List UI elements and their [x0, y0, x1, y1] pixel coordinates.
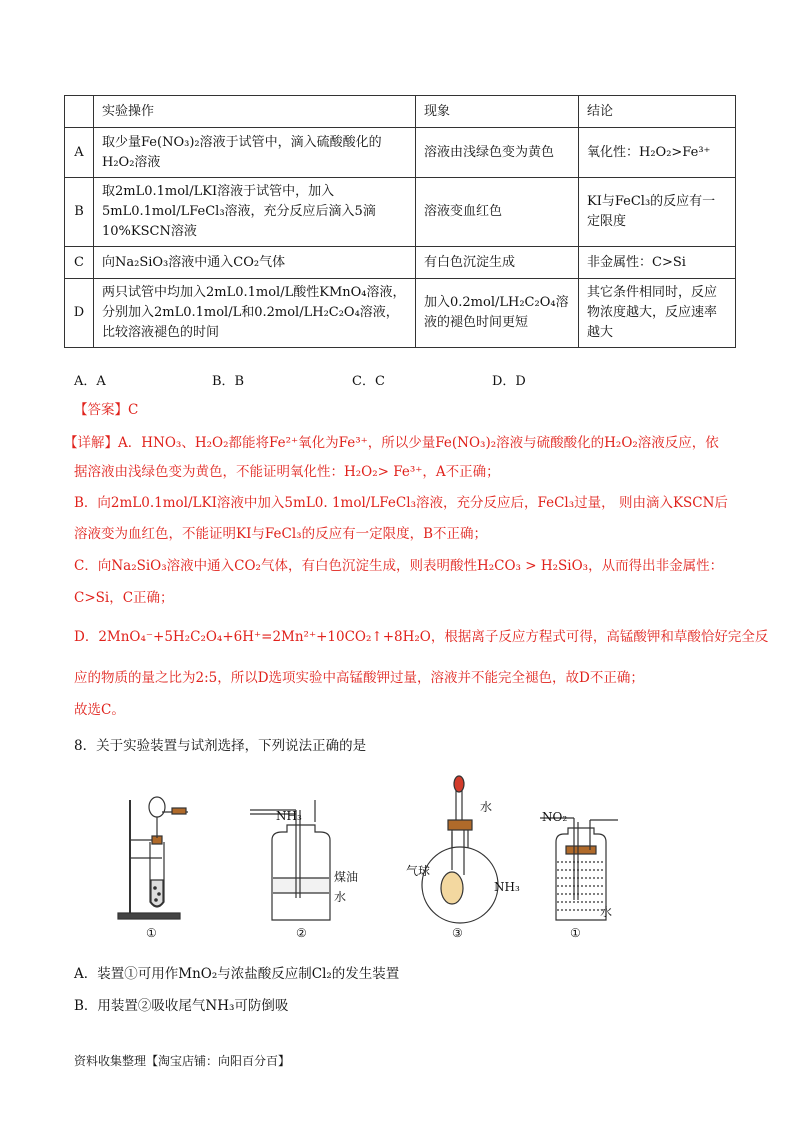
caption-4: ① [570, 926, 581, 940]
apparatus-1 [118, 797, 188, 919]
option-a: A．A [74, 374, 106, 389]
option-d: D．D [492, 374, 526, 389]
operation-cell: 两只试管中均加入2mL0.1mol/L酸性KMnO₄溶液，分别加入2mL0.1mol/L和0.2mol/LH₂C₂O₄溶液，比较溶液褪色的时间 [94, 279, 416, 348]
label-no2: NO₂ [542, 810, 568, 824]
row-label: C [65, 247, 94, 279]
detail-line: 据溶液由浅绿色变为黄色，不能证明氧化性：H₂O₂> Fe³⁺，A不正确； [74, 464, 500, 480]
detail-line: 溶液变为血红色，不能证明KI与FeCl₃的反应有一定限度，B不正确； [74, 526, 488, 542]
detail-line: 应的物质的量之比为2:5，所以D选项实验中高锰酸钾过量，溶液并不能完全褪色，故D不正确； [74, 670, 644, 686]
operation-cell: 取2mL0.1mol/LKI溶液于试管中，加入5mL0.1mol/LFeCl₃溶液，充分反应后滴入5滴10%KSCN溶液 [94, 178, 416, 247]
label-nh3-inlet: NH₃ [276, 809, 302, 823]
row-label: B [65, 178, 94, 247]
caption-2: ② [296, 926, 307, 940]
footer: 资料收集整理【淘宝店铺：向阳百分百】 [74, 1054, 291, 1068]
conclusion-cell: KI与FeCl₃的反应有一定限度 [579, 178, 736, 247]
label-water-4: 水 [600, 905, 613, 919]
apparatus-svg [100, 770, 620, 945]
label-water: 水 [334, 890, 347, 904]
choice-b: B．用装置②吸收尾气NH₃可防倒吸 [74, 998, 289, 1014]
table-header-row [65, 96, 736, 128]
row-label: D [65, 279, 94, 348]
label-balloon: 气球 [406, 864, 431, 878]
header-cell [65, 96, 94, 128]
detail-line: C．向Na₂SiO₃溶液中通入CO₂气体，有白色沉淀生成，则表明酸性H₂CO₃ > H₂SiO₃，从而得出非金属性： [74, 558, 724, 574]
header-cell: 实验操作 [94, 96, 416, 128]
question-8: 8．关于实验装置与试剂选择，下列说法正确的是 [74, 738, 367, 754]
answer-line: 【答案】C [74, 402, 139, 418]
table-row [65, 178, 736, 247]
operation-cell: 取少量Fe(NO₃)₂溶液于试管中，滴入硫酸酸化的H₂O₂溶液 [94, 128, 416, 178]
conclusion-cell: 非金属性：C>Si [579, 247, 736, 279]
experiment-table [64, 95, 736, 348]
detail-line: B．向2mL0.1mol/LKI溶液中加入5mL0. 1mol/LFeCl₃溶液，充分反应后，FeCl₃过量， 则由滴入KSCN后 [74, 495, 728, 511]
choice-a: A．装置①可用作MnO₂与浓盐酸反应制Cl₂的发生装置 [74, 966, 400, 982]
detail-line: 故选C。 [74, 702, 125, 718]
table-row [65, 247, 736, 279]
conclusion-cell: 氧化性：H₂O₂>Fe³⁺ [579, 128, 736, 178]
table-row [65, 128, 736, 178]
apparatus-figures [100, 770, 620, 945]
row-label: A [65, 128, 94, 178]
header-cell: 现象 [416, 96, 579, 128]
phenomenon-cell: 加入0.2mol/LH₂C₂O₄溶液的褪色时间更短 [416, 279, 579, 348]
operation-cell: 向Na₂SiO₃溶液中通入CO₂气体 [94, 247, 416, 279]
detail-line: 【详解】A．HNO₃、H₂O₂都能将Fe²⁺氧化为Fe³⁺，所以少量Fe(NO₃)₂溶液与硫酸酸化的H₂O₂溶液反应，依 [64, 435, 719, 451]
phenomenon-cell: 有白色沉淀生成 [416, 247, 579, 279]
label-water-3: 水 [480, 800, 493, 814]
phenomenon-cell: 溶液变血红色 [416, 178, 579, 247]
option-c: C．C [352, 374, 385, 389]
label-kerosene: 煤油 [334, 870, 359, 884]
label-nh3-flask: NH₃ [494, 880, 520, 894]
header-cell: 结论 [579, 96, 736, 128]
option-b: B．B [212, 374, 245, 389]
caption-3: ③ [452, 926, 463, 940]
table-row [65, 279, 736, 348]
detail-line: D．2MnO₄⁻+5H₂C₂O₄+6H⁺=2Mn²⁺+10CO₂↑+8H₂O，根据离子反应方程式可得，高锰酸钾和草酸恰好完全反 [74, 629, 769, 645]
detail-line: C>Si，C正确； [74, 590, 174, 606]
phenomenon-cell: 溶液由浅绿色变为黄色 [416, 128, 579, 178]
conclusion-cell: 其它条件相同时，反应物浓度越大，反应速率越大 [579, 279, 736, 348]
caption-1: ① [146, 926, 157, 940]
